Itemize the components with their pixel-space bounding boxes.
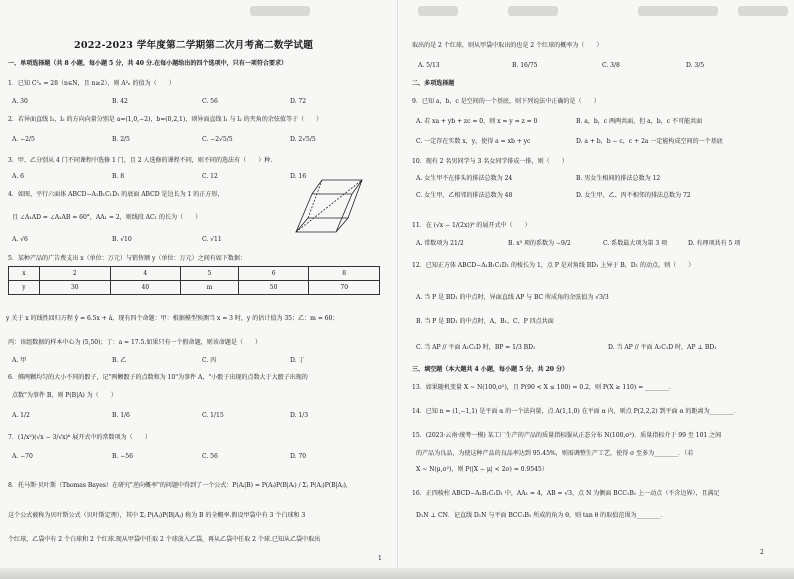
q5-option-c: C. 丙 — [202, 357, 217, 364]
q8-option-c: C. 3/8 — [602, 62, 620, 69]
question-4-line2: 且 ∠A₁AD = ∠A₁AB = 60°，AA₁ = 2，则线段 AC₁ 的长为（ ） — [12, 214, 202, 221]
table-cell: 6 — [238, 267, 309, 281]
section-1-heading: 一、单项选择题（共 8 小题，每小题 5 分，共 40 分.在每小题给出的四个选项中，只有一项符合要求） — [8, 60, 288, 67]
question-7: 7．(1/x²)(√x − 3/√x)⁶ 展开式中的常数项为（ ） — [8, 434, 151, 441]
exam-title: 2022-2023 学年度第二学期第二次月考高二数学试题 — [74, 40, 314, 51]
q8-option-b: B. 16/75 — [512, 62, 538, 69]
q3-option-c: C. 12 — [202, 173, 218, 180]
q3-option-a: A. 6 — [12, 173, 24, 180]
question-1: 1．已知 C²ₙ = 28（n∈N，且 n≥2），则 A²ₙ 的值为（ ） — [8, 80, 175, 87]
header-smudge — [418, 6, 458, 16]
question-4-line1: 4．如图，平行六面体 ABCD−A₁B₁C₁D₁ 的底面 ABCD 是边长为 1 的正方形， — [8, 191, 224, 198]
question-14: 14．已知 n = (1,−1,1) 是平面 α 的一个法向量，点 A(1,1,0) 在平面 α 内，则点 P(2,2,2) 到平面 α 的距离为________． — [412, 408, 740, 415]
q12-option-d: D. 当 AP // 平面 A₁C₁D 时，AP ⊥ BD₁ — [608, 344, 717, 351]
q9-option-d: D. a + b，b − c，c + 2a 一定能构成空间的一个基底 — [576, 138, 723, 145]
question-13: 13．如果随机变量 X ~ N(100,σ²)，且 P(90 < X ≤ 100) = 0.2，则 P(X ≥ 110) = ________． — [412, 384, 676, 391]
q10-option-c: C. 女生甲、乙相邻的排法总数为 48 — [416, 192, 513, 199]
q12-option-c: C. 当 AP // 平面 A₁C₁D 时，BP = 1/3 BD₁ — [416, 344, 536, 351]
table-cell: 5 — [181, 267, 239, 281]
header-smudge — [250, 6, 310, 16]
table-cell: 4 — [110, 267, 181, 281]
q6-option-d: D. 1/3 — [290, 412, 309, 419]
q7-option-d: D. 70 — [290, 453, 307, 460]
question-2: 2．若异面直线 l₁，l₂ 的方向向量分别是 a=(1,0,−2)，b=(0,2,1)，则异面直线 l₁ 与 l₂ 的夹角的余弦值等于（ ） — [8, 116, 323, 123]
table-cell: 30 — [40, 281, 111, 295]
parallelepiped-figure — [292, 178, 364, 240]
table-cell: 70 — [309, 281, 380, 295]
ad-sales-table — [8, 266, 380, 295]
q6-option-c: C. 1/15 — [202, 412, 224, 419]
question-15-line3: X ~ N(μ,σ²)，则 P(|X − μ| < 2σ) ≈ 0.9545） — [416, 466, 548, 473]
table-row-y — [9, 281, 380, 295]
table-cell: 2 — [40, 267, 111, 281]
q8-option-a: A. 5/13 — [418, 62, 440, 69]
question-16-line1: 16．正四棱柱 ABCD−A₁B₁C₁D₁ 中，AA₁ = 4，AB = √3，点 N 为侧面 BCC₁B₁ 上一动点（不含边界），且满足 — [412, 490, 720, 497]
q7-option-a: A. −70 — [12, 453, 33, 460]
q9-option-c: C. 一定存在实数 x，y，使得 a = xb + yc — [416, 138, 531, 145]
q11-option-a: A. 常数项为 21/2 — [416, 240, 464, 247]
q7-option-c: C. 56 — [202, 453, 218, 460]
exam-page-2 — [397, 0, 794, 579]
q5-option-d: D. 丁 — [290, 357, 305, 364]
table-cell: 40 — [110, 281, 181, 295]
q5-option-a: A. 甲 — [12, 357, 27, 364]
table-cell: 50 — [238, 281, 309, 295]
q2-option-b: B. 2/5 — [112, 136, 130, 143]
q10-option-a: A. 女生甲不在排头的排法总数为 24 — [416, 175, 513, 182]
question-8-line1: 8．托马斯·贝叶斯（Thomas Bayes）在研究"逆向概率"的问题中得到了一个公式：P(Aᵢ|B) = P(Aᵢ)P(B|Aᵢ) / Σⱼ P(Aⱼ)P(B|Aⱼ)， — [8, 482, 352, 489]
q11-option-d: D. 有理项共有 5 项 — [688, 240, 741, 247]
question-16-line2: D₁N ⊥ CN．记直线 D₁N 与平面 BCC₁B₁ 所成的角为 θ，则 tan θ 的取值范围为________． — [416, 512, 667, 519]
q4-option-c: C. √11 — [202, 236, 222, 243]
q2-option-a: A. −2/5 — [12, 136, 35, 143]
q10-option-d: D. 女生甲、乙、丙不相邻的排法总数为 72 — [576, 192, 691, 199]
q6-option-a: A. 1/2 — [12, 412, 30, 419]
q5-option-b: B. 乙 — [112, 357, 127, 364]
q11-option-c: C. 系数最大项为第 3 项 — [603, 240, 668, 247]
q11-option-b: B. x³ 项的系数为 −9/2 — [508, 240, 571, 247]
q4-option-a: A. √6 — [12, 236, 28, 243]
section-2-heading: 二、多项选择题 — [412, 80, 455, 87]
q10-option-b: B. 男女生相间的排法总数为 12 — [576, 175, 661, 182]
section-3-heading: 三、填空题（本大题共 4 小题，每小题 5 分，共 20 分） — [412, 366, 569, 373]
table-cell: x — [9, 267, 40, 281]
header-smudge — [738, 6, 788, 16]
table-cell: y — [9, 281, 40, 295]
question-11: 11．在 (√x − 1/(2x))⁹ 的展开式中（ ） — [412, 222, 531, 229]
q1-option-d: D. 72 — [290, 98, 307, 105]
question-9: 9．已知 a，b，c 是空间的一个基底，则下列说法中正确的是（ ） — [412, 98, 600, 105]
question-15-line2: 的产品为良品，为使这种产品的良品率达到 95.45%，则需调整生产工艺，使得 σ 至多为________．（若 — [416, 450, 694, 457]
question-8-line3: 个红球，乙袋中有 2 个白球和 2 个红球.现从甲袋中任取 2 个球放入乙袋，再从乙袋中任取 2 个球.已知从乙袋中取出 — [8, 536, 321, 543]
question-10: 10．现有 2 名男同学与 3 名女同学排成一排，则（ ） — [412, 158, 568, 165]
q3-option-b: B. 8 — [112, 173, 125, 180]
question-8-line2: 这个公式被称为贝叶斯公式（贝叶斯定理），其中 Σⱼ P(Aⱼ)P(B|Aⱼ) 称为 B 的全概率.假设甲袋中有 3 个白球和 3 — [8, 512, 306, 519]
q2-option-c: C. −2√5/5 — [202, 136, 233, 143]
question-8-line4: 取出的是 2 个红球，则从甲袋中取出的也是 2 个红球的概率为（ ） — [412, 42, 603, 49]
table-cell: 8 — [309, 267, 380, 281]
question-5-line2: y 关于 x 的线性回归方程 ŷ = 6.5x + â，现有四个命题：甲：根据模型预测当 x = 3 时，y 的估计值为 35；乙：m = 60； — [6, 315, 339, 322]
q1-option-b: B. 42 — [112, 98, 128, 105]
page-number-1: 1 — [378, 555, 382, 562]
header-smudge — [508, 6, 558, 16]
q9-option-b: B. a，b，c 两两共面，但 a，b，c 不可能共面 — [576, 118, 703, 125]
table-cell: m — [181, 281, 239, 295]
question-6-line1: 6．掷两颗均匀的大小不同的骰子，记"两颗骰子的点数和为 10"为事件 A，"小骰子出现的点数大于大骰子出现的 — [8, 374, 308, 381]
question-15-line1: 15．(2023·云南·统考一模) 某工厂生产的产品的质量指标服从正态分布 N(100,σ²)．质量指标介于 99 至 101 之间 — [412, 432, 722, 439]
question-3: 3．甲、乙分别从 4 门不同课程中选修 1 门，且 2 人选修的课程不同，则不同的选法有（ ）种. — [8, 157, 273, 164]
scan-bottom-edge — [0, 568, 794, 579]
q7-option-b: B. −56 — [112, 453, 133, 460]
header-smudge — [638, 6, 718, 16]
q8-option-d: D. 3/5 — [686, 62, 705, 69]
q1-option-c: C. 56 — [202, 98, 218, 105]
question-12: 12．已知正方体 ABCD−A₁B₁C₁D₁ 的棱长为 1，点 P 是对角线 BD₁ 上异于 B，D₁ 的动点，则（ ） — [412, 262, 695, 269]
q2-option-d: D. 2√5/5 — [290, 136, 316, 143]
q12-option-b: B. 当 P 是 BD₁ 的中点时，A、B₁、C、P 四点共面 — [416, 318, 554, 325]
question-5: 5．某种产品的广告费支出 x（单位：万元）与销售额 y（单位：万元）之间有如下数据： — [8, 255, 246, 262]
q1-option-a: A. 30 — [12, 98, 28, 105]
page-number-2: 2 — [760, 549, 764, 556]
q9-option-a: A. 若 xa + yb + zc = 0，则 x = y = z = 0 — [416, 118, 538, 125]
q3-option-d: D. 16 — [290, 173, 307, 180]
question-5-line3: 丙：该组数据的样本中心为 (5,50)；丁：a = 17.5.如果只有一个假命题，则该命题是（ ） — [8, 339, 262, 346]
q4-option-b: B. √10 — [112, 236, 132, 243]
q6-option-b: B. 1/6 — [112, 412, 130, 419]
table-row-x — [9, 267, 380, 281]
q12-option-a: A. 当 P 是 BD₁ 的中点时，异面直线 AP 与 BC 所成角的余弦值为 √3/3 — [416, 294, 609, 301]
question-6-line2: 点数"为事件 B，则 P(B|A) 为（ ） — [12, 392, 117, 399]
